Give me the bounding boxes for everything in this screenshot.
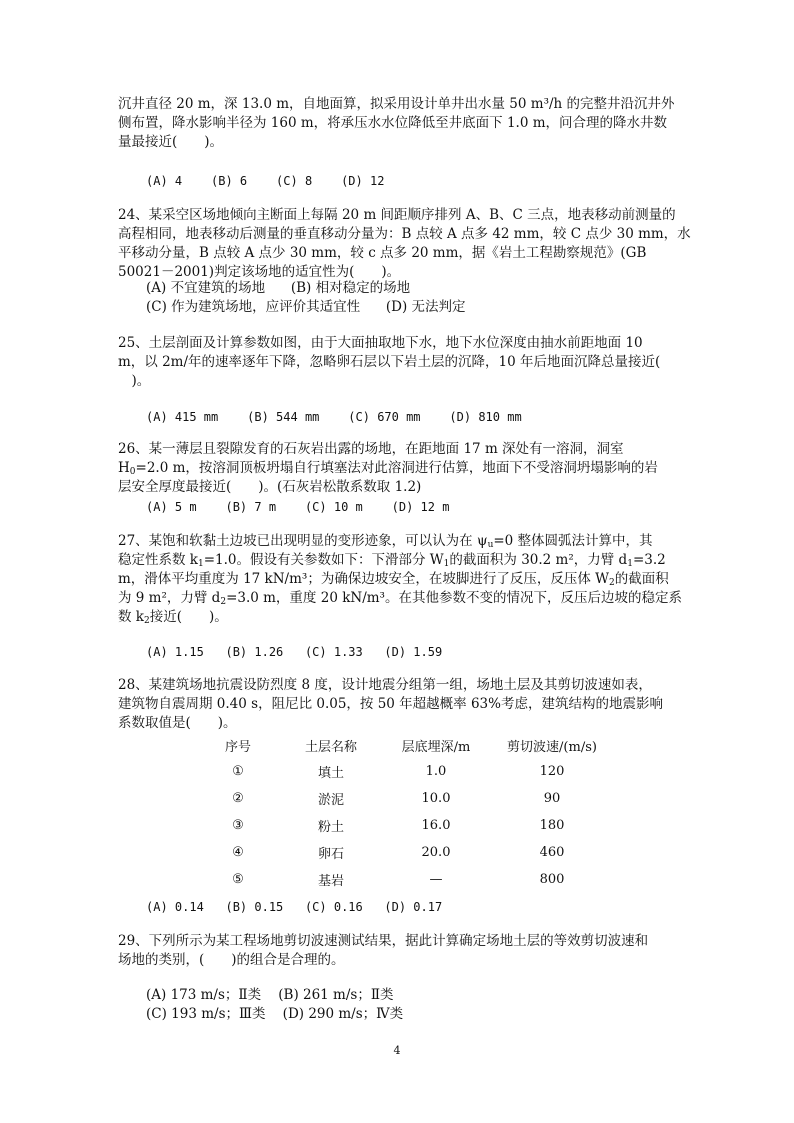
table-cell: ③ — [232, 818, 244, 833]
question-text-line: 24、某采空区场地倾向主断面上每隔 20 m 间距顺序排列 A、B、C 三点，地表移动前测量的 — [118, 207, 676, 223]
question-29 — [118, 932, 678, 970]
question-text-line: 50021－2001)判定该场地的适宜性为( )。 — [118, 264, 401, 280]
question-23-options — [146, 172, 706, 191]
question-text-line: 28、某建筑场地抗震设防烈度 8 度，设计地震分组第一组，场地土层及其剪切波速如表， — [118, 677, 652, 693]
table-cell: 20.0 — [421, 845, 451, 860]
answer-options: (A) 5 m (B) 7 m (C) 10 m (D) 12 m — [146, 500, 450, 514]
question-text-line: )。 — [118, 373, 151, 389]
question-26 — [118, 440, 678, 497]
question-25 — [118, 334, 678, 391]
text-span: 稳定性系数 k — [118, 552, 198, 568]
question-text-line: 平移动分量，B 点较 A 点少 30 mm，较 c 点多 20 mm，据《岩土工程勘察规范》(GB — [118, 245, 647, 261]
table-row — [200, 866, 618, 893]
question-27 — [118, 532, 682, 627]
question-text-line — [118, 589, 682, 608]
answer-options: (A) 173 m/s；Ⅱ类 (B) 261 m/s；Ⅱ类 — [146, 987, 394, 1003]
answer-options: (A) 4 (B) 6 (C) 8 (D) 12 — [146, 174, 385, 188]
question-text-line: 高程相同，地表移动后测量的垂直移动分量为：B 点较 A 点多 42 mm，较 C 点少 30 mm，水 — [118, 226, 691, 242]
answer-options: (A) 0.14 (B) 0.15 (C) 0.16 (D) 0.17 — [146, 900, 443, 914]
subscript: 2 — [608, 578, 615, 588]
question-text-line: 沉井直径 20 m，深 13.0 m，自地面算，拟采用设计单井出水量 50 m³/h 的完整井沿沉井外 — [118, 96, 675, 112]
question-text-line: 29、下列所示为某工程场地剪切波速测试结果，据此计算确定场地土层的等效剪切波速和 — [118, 933, 649, 949]
text-span: 27、某饱和软黏土边坡已出现明显的变形迹象，可以认为在 ψ — [118, 533, 488, 549]
text-span: m，滑体平均重度为 17 kN/m³；为确保边坡安全，在坡脚进行了反压，反压体 W — [118, 571, 609, 587]
question-24-options — [146, 279, 706, 317]
table-cell: 粉土 — [317, 820, 344, 835]
table-header-row — [200, 732, 618, 758]
h0-value: =2.0 m， — [135, 460, 199, 476]
table-cell: 120 — [539, 764, 565, 779]
table-cell: 10.0 — [421, 791, 451, 806]
question-text-line: 侧布置，降水影响半径为 160 m，将承压水水位降低至井底面下 1.0 m，问合理的降水井数 — [118, 115, 668, 131]
table-header: 层底埋深/m — [401, 739, 471, 755]
table-header: 序号 — [224, 739, 251, 755]
question-23 — [118, 95, 678, 152]
table-cell: ② — [232, 791, 244, 806]
text-span: 为 9 m²，力臂 d — [118, 590, 221, 606]
subscript: 2 — [220, 597, 227, 607]
text-span: =1.0。假设有关参数如下：下滑部分 W — [203, 552, 444, 568]
table-cell: 填土 — [317, 766, 344, 781]
table-cell: ① — [232, 764, 244, 779]
text-span: 数 k — [118, 609, 144, 625]
table-row — [200, 839, 618, 866]
question-text-line: 25、土层剖面及计算参数如图，由于大面抽取地下水，地下水位深度由抽水前距地面 10 — [118, 335, 643, 351]
table-cell: 180 — [539, 818, 565, 833]
answer-options: (A) 415 mm (B) 544 mm (C) 670 mm (D) 810 mm — [146, 410, 522, 424]
question-27-options — [146, 643, 706, 662]
text-span: =3.2 — [632, 552, 666, 568]
text-span: 接近( )。 — [149, 609, 228, 625]
table-header: 土层名称 — [304, 739, 357, 755]
table-header: 剪切波速/(m/s) — [507, 739, 597, 755]
question-25-options — [146, 408, 706, 427]
question-text-line — [118, 551, 678, 570]
question-24 — [118, 206, 691, 282]
table-cell: 1.0 — [425, 764, 447, 779]
question-text-line: 26、某一薄层且裂隙发育的石灰岩出露的场地，在距地面 17 m 深处有一溶洞，洞室 — [118, 441, 624, 457]
question-text-line — [118, 608, 678, 627]
h0-symbol: H — [118, 460, 130, 476]
table-cell: 460 — [539, 845, 565, 860]
question-text-line — [118, 570, 678, 589]
question-28-options — [146, 898, 706, 917]
table-cell: 800 — [539, 872, 565, 887]
table-cell: ⑤ — [232, 872, 244, 887]
table-cell: 16.0 — [421, 818, 451, 833]
table-cell: 卵石 — [317, 847, 344, 862]
question-text-line: 系数取值是( )。 — [118, 715, 237, 731]
question-text-line: m，以 2m/年的速率逐年下降，忽略卵石层以下岩土层的沉降，10 年后地面沉降总量接近( — [118, 354, 661, 370]
table-cell: 90 — [543, 791, 561, 806]
text-span: =0 整体圆弧法计算中，其 — [493, 533, 653, 549]
question-29-options — [146, 986, 706, 1024]
text-span: 的截面积为 30.2 m²，力臂 d — [449, 552, 628, 568]
question-text-line — [118, 459, 678, 478]
subscript: 1 — [443, 559, 450, 569]
subscript: u — [487, 540, 494, 550]
table-row — [200, 758, 618, 785]
table-cell: ④ — [232, 845, 244, 860]
answer-options: (A) 不宜建筑的场地 (B) 相对稳定的场地 — [146, 280, 411, 296]
question-26-options — [146, 498, 706, 517]
question-text-line: 场地的类别，( )的组合是合理的。 — [118, 952, 345, 968]
text-span: =3.0 m，重度 20 kN/m³。在其他参数不变的情况下，反压后边坡的稳定系 — [226, 590, 682, 606]
text-span: 的截面积 — [614, 571, 669, 587]
subscript: 1 — [197, 559, 204, 569]
table-cell: 淤泥 — [317, 793, 344, 808]
answer-options: (A) 1.15 (B) 1.26 (C) 1.33 (D) 1.59 — [146, 645, 443, 659]
page-number: 4 — [393, 1044, 401, 1057]
table-row — [200, 785, 618, 812]
question-text-line — [118, 532, 678, 551]
question-text-line: 层安全厚度最接近( )。(石灰岩松散系数取 1.2) — [118, 479, 422, 495]
subscript: 0 — [129, 467, 136, 477]
question-text: 按溶洞顶板坍塌自行填塞法对此溶洞进行估算，地面下不受溶洞坍塌影响的岩 — [198, 460, 658, 476]
question-text-line: 量最接近( )。 — [118, 134, 224, 150]
question-text-line: 建筑物自震周期 0.40 s，阻尼比 0.05，按 50 年超越概率 63%考虑，建筑结构的地震影响 — [118, 696, 663, 712]
table-row — [200, 812, 618, 839]
shear-wave-table — [200, 732, 618, 893]
question-28 — [118, 676, 678, 733]
answer-options: (C) 作为建筑场地，应评价其适宜性 (D) 无法判定 — [146, 299, 466, 315]
subscript: 2 — [143, 616, 150, 626]
table-cell: 基岩 — [317, 874, 344, 889]
subscript: 1 — [627, 559, 633, 569]
table-cell: — — [429, 872, 443, 887]
answer-options: (C) 193 m/s；Ⅲ类 (D) 290 m/s；Ⅳ类 — [146, 1006, 404, 1022]
